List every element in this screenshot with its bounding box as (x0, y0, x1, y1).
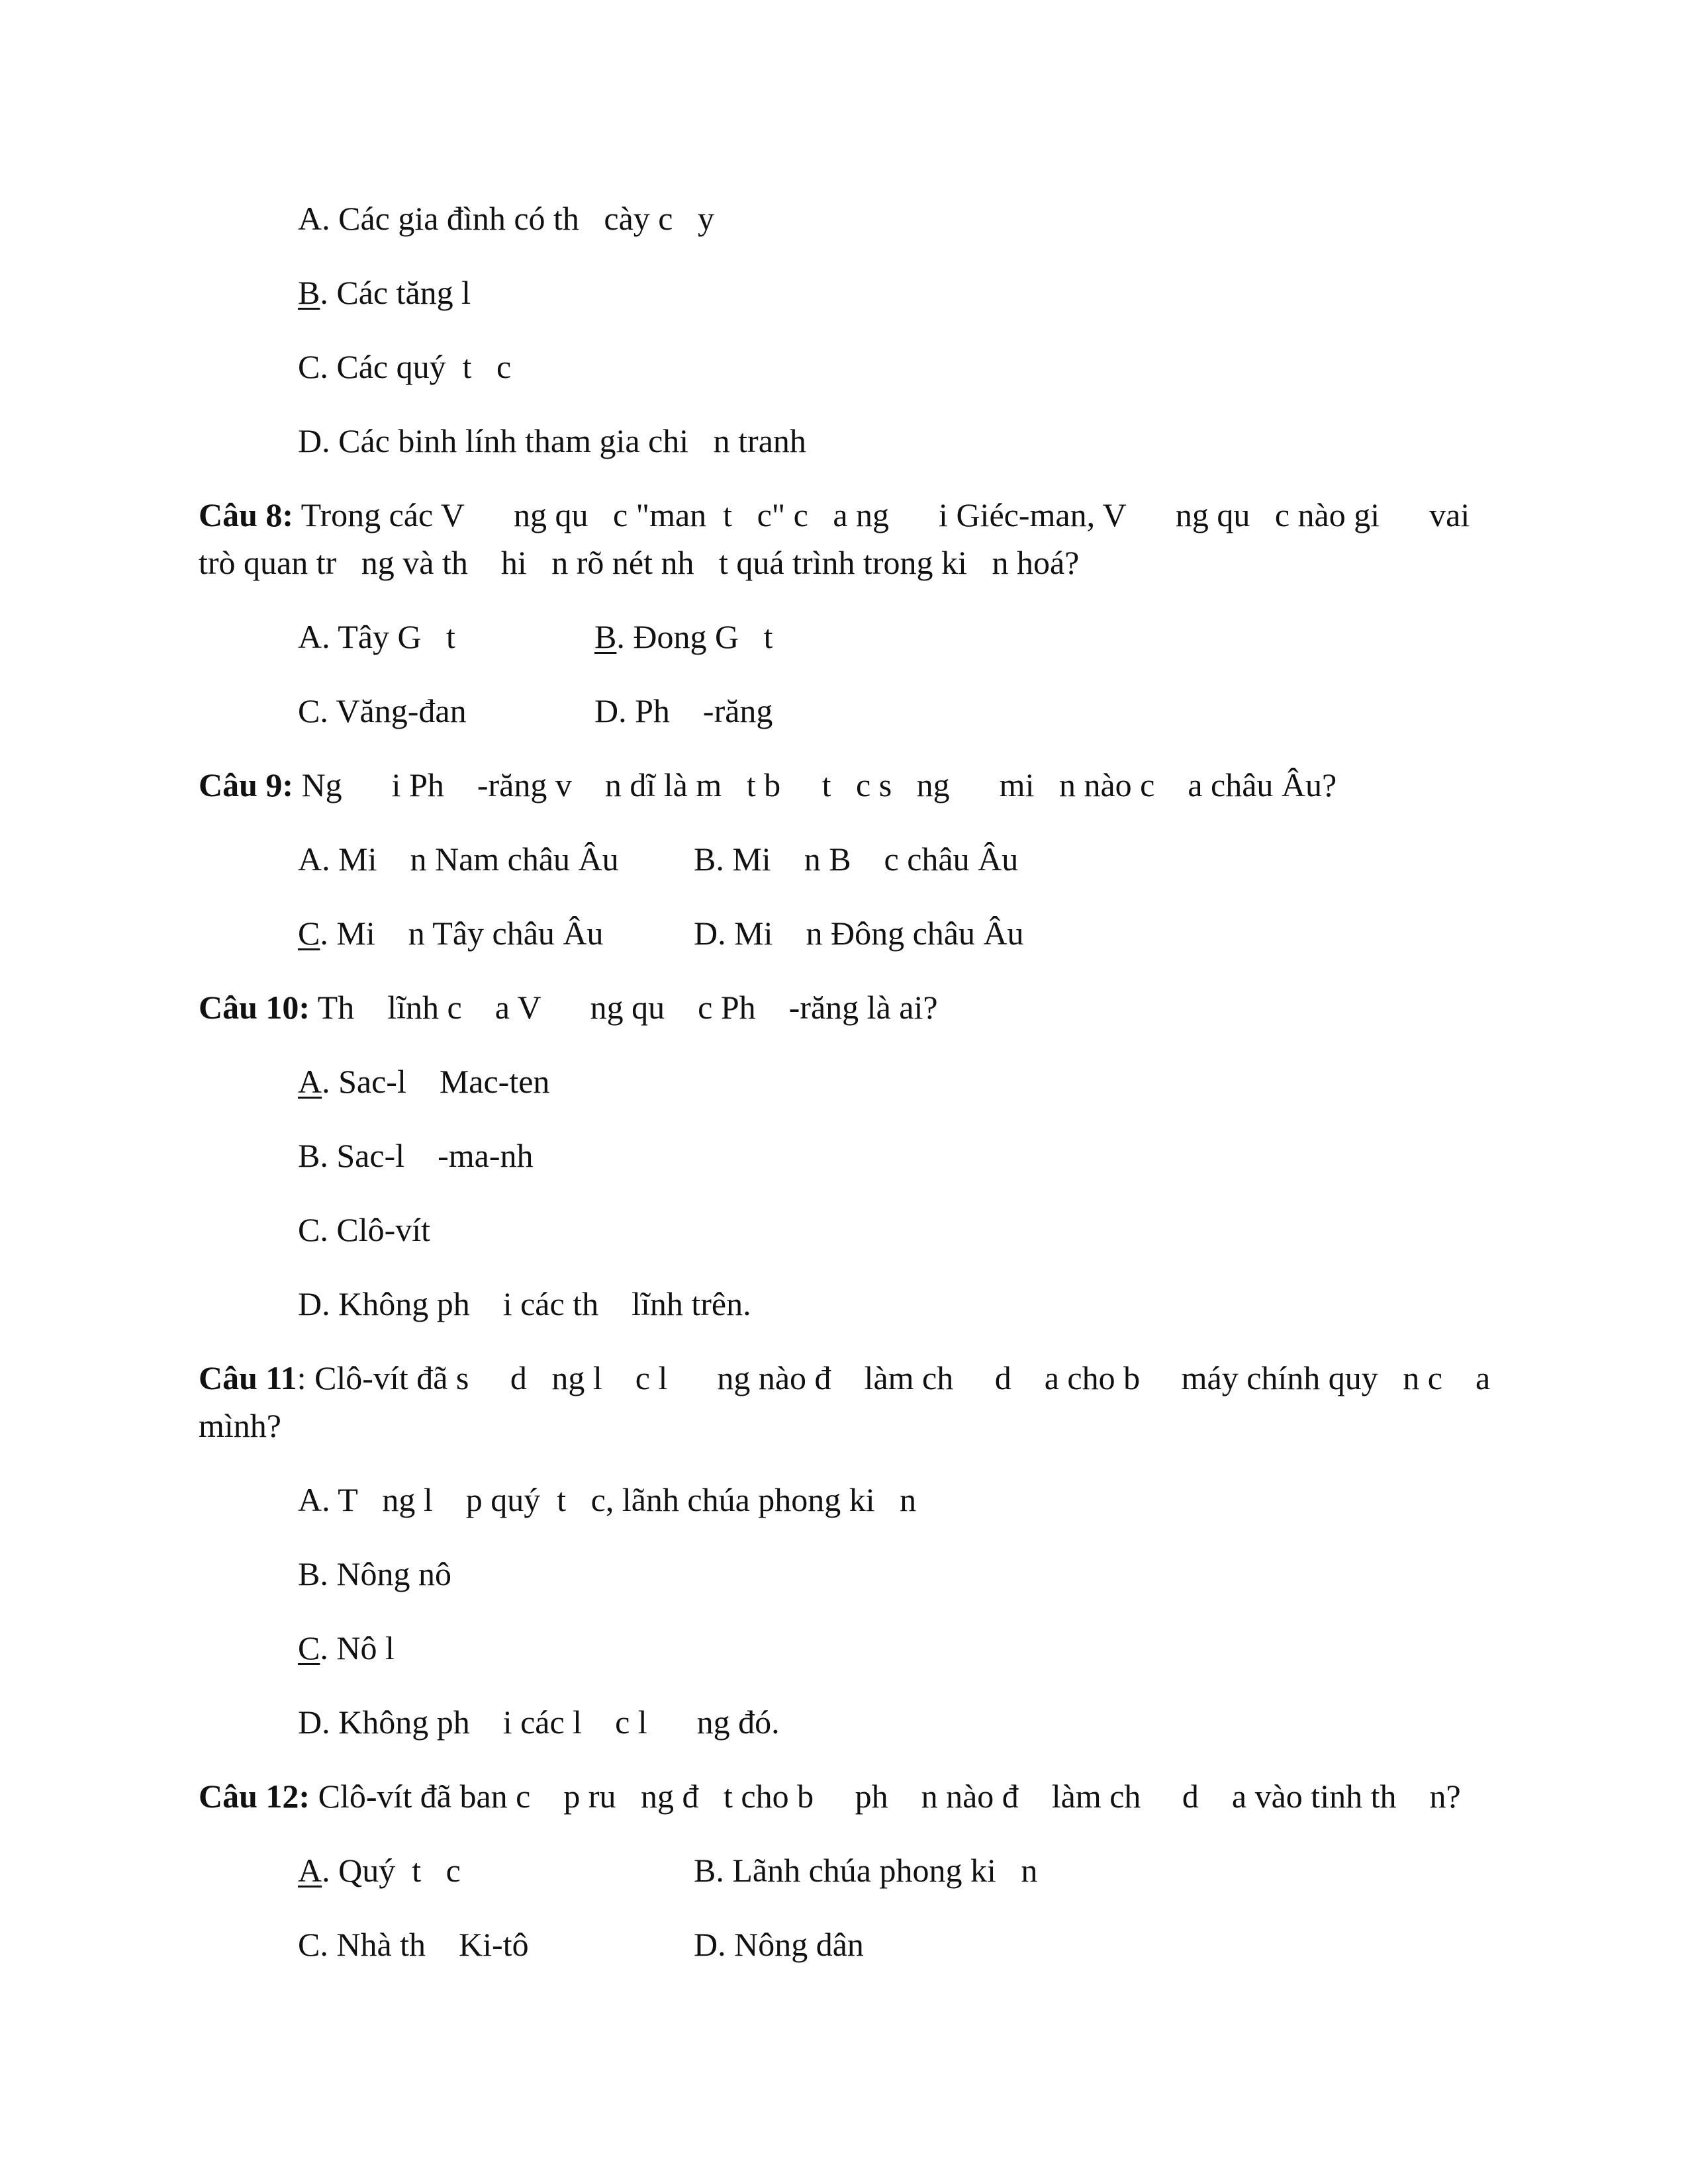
q9-option-b: B. Mi n B c châu Âu (694, 841, 1019, 878)
answer-key-a: A (298, 1852, 322, 1889)
answer-key-b: B (594, 618, 617, 655)
q11-option-c-text: . Nô l (320, 1629, 395, 1666)
q10-stem (199, 986, 938, 1028)
q12-option-d: D. Nông dân (694, 1926, 864, 1963)
q10-option-a (298, 1060, 549, 1103)
q10-option-b: B. Sac-l -ma-nh (298, 1137, 534, 1174)
q11-option-a: A. T ng l p quý t c, lãnh chúa phong ki n (298, 1481, 917, 1518)
q10-option-d: D. Không ph i các th lĩnh trên. (298, 1285, 751, 1322)
q8-option-b (594, 615, 773, 658)
q11-option-c (298, 1627, 395, 1669)
q9-option-d: D. Mi n Đông châu Âu (694, 915, 1024, 952)
q12-stem (199, 1775, 1461, 1817)
q11-number: Câu 11 (199, 1359, 297, 1396)
q12-option-c: C. Nhà th Ki-tô (298, 1926, 529, 1963)
q12-option-a-text: . Quý t c (322, 1852, 461, 1889)
q8-option-a: A. Tây G t (298, 618, 455, 655)
q8-stem-line2: trò quan tr ng và th hi n rõ nét nh t quá trình trong ki n hoá? (199, 544, 1080, 581)
q9-option-c-text: . Mi n Tây châu Âu (320, 915, 604, 952)
q7-option-d: D. Các binh lính tham gia chi n tranh (298, 422, 806, 459)
q11-option-b: B. Nông nô (298, 1555, 451, 1592)
q8-option-b-text: . Đong G t (616, 618, 773, 655)
q8-text: Trong các V ng qu c "man t c" c a ng i Giéc-man, V ng qu c nào gi vai (293, 496, 1470, 533)
q11-option-d: D. Không ph i các l c l ng đó. (298, 1704, 780, 1741)
answer-key-a: A (298, 1063, 322, 1100)
q7-option-c: C. Các quý t c (298, 348, 512, 385)
q10-number: Câu 10: (199, 989, 310, 1026)
q7-option-a: A. Các gia đình có th cày c y (298, 200, 714, 237)
answer-key-c: C (298, 1629, 320, 1666)
q11-stem-line1 (199, 1357, 1490, 1399)
q12-option-b: B. Lãnh chúa phong ki n (694, 1852, 1038, 1889)
q11-text: : Clô-vít đã s d ng l c l ng nào đ làm ch d a cho b máy chính quy n c a (297, 1359, 1491, 1396)
q12-text: Clô-vít đã ban c p ru ng đ t cho b ph n nào đ làm ch d a vào tinh th n? (310, 1778, 1461, 1815)
q10-text: Th lĩnh c a V ng qu c Ph -răng là ai? (310, 989, 938, 1026)
q11-stem-line2: mình? (199, 1407, 281, 1444)
q8-number: Câu 8: (199, 496, 294, 533)
q9-number: Câu 9: (199, 766, 294, 803)
q12-option-a (298, 1849, 461, 1891)
q9-option-a: A. Mi n Nam châu Âu (298, 841, 619, 878)
q9-stem (199, 764, 1336, 806)
q7-option-b-text: . Các tăng l (320, 274, 471, 311)
answer-key-c: C (298, 915, 320, 952)
q8-option-d: D. Ph -răng (594, 692, 773, 729)
q10-option-c: C. Clô-vít (298, 1211, 431, 1248)
q8-stem-line1 (199, 494, 1470, 536)
answer-key-b: B (298, 274, 320, 311)
q9-option-c (298, 912, 604, 954)
q12-number: Câu 12: (199, 1778, 310, 1815)
q8-option-c: C. Văng-đan (298, 692, 467, 729)
q10-option-a-text: . Sac-l Mac-ten (322, 1063, 550, 1100)
q9-text: Ng i Ph -răng v n dĩ là m t b t c s ng mi n nào c a châu Âu? (293, 766, 1337, 803)
q7-option-b (298, 271, 471, 314)
